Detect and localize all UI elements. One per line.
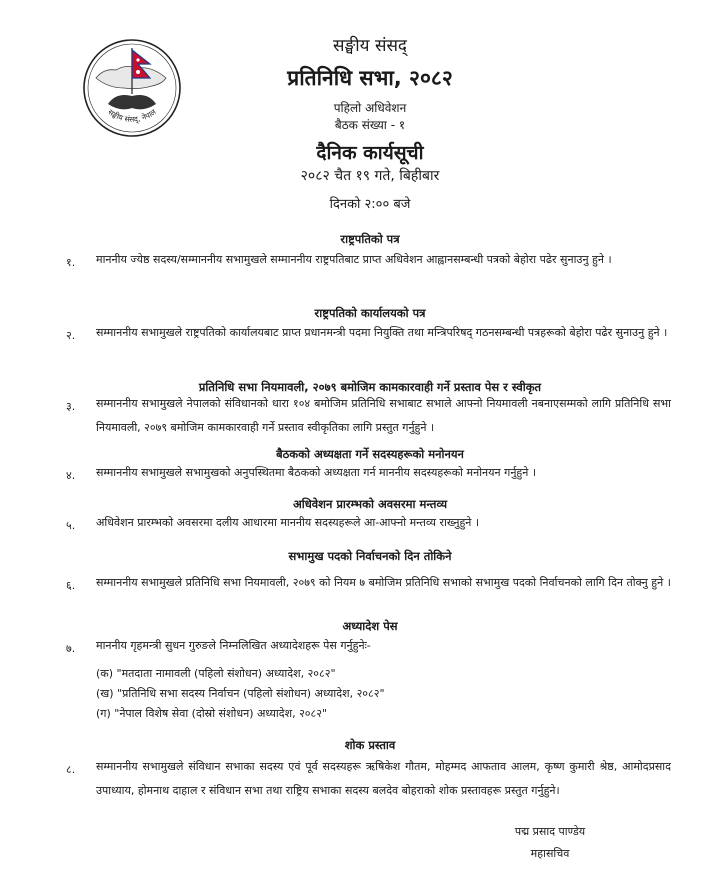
meeting-date: २०८२ चैत १९ गते, बिहीबार	[300, 168, 440, 184]
agenda-text: सम्माननीय सभामुखले राष्ट्रपतिको कार्यालयबाट प्राप्त प्रधानमन्त्री पदमा नियुक्ति तथा मन्त्रिपरिषद् गठनसम्बन्धी पत्रहरूको बेहोरा पढेर सुनाउनु हुने ।	[96, 326, 668, 339]
emblem-caption: सङ्घीय संसद्, नेपाल	[106, 107, 158, 124]
flag-sun	[136, 70, 140, 74]
agenda-section-title: अधिवेशन प्रारम्भको अवसरमा मन्तव्य	[292, 497, 448, 511]
agenda-text: सम्माननीय सभामुखले सभामुखको अनुपस्थितमा बैठकको अध्यक्षता गर्न माननीय सदस्यहरूको मनोनयन गर्नुहुने ।	[96, 466, 537, 479]
parliament-name: सङ्घीय संसद्	[333, 36, 407, 56]
agenda-section-title: शोक प्रस्ताव	[344, 738, 396, 752]
signatory-name: पद्म प्रसाद पाण्डेय	[514, 825, 586, 838]
ordinance-item: (ख) "प्रतिनिधि सभा सदस्य निर्वाचन (पहिलो संशोधन) अध्यादेश, २०८२"	[96, 687, 385, 700]
agenda-text: सम्माननीय सभामुखले नेपालको संविधानको धारा १०४ बमोजिम प्रतिनिधि सभाबाट सभाले आफ्नो नियमावली नबनाएसम्मको लागि प्रतिनिधि सभा नियमावली, २०७९ बमोजिम कामकारवाही गर्ने प्रस्ताव स्वीकृतिका लागि प्रस्तुत गर्नुहुने ।	[96, 397, 671, 434]
ordinance-item: (क) "मतदाता नामावली (पहिलो संशोधन) अध्यादेश, २०८२"	[96, 667, 336, 680]
house-name: प्रतिनिधि सभा, २०८२	[287, 66, 453, 90]
meeting-time: दिनको २:०० बजे	[329, 197, 411, 212]
agenda-section-title: सभामुख पदको निर्वाचनको दिन तोकिने	[288, 549, 452, 563]
agenda-number: २.	[66, 329, 76, 342]
page-title: दैनिक कार्यसूची	[316, 142, 424, 164]
agenda-number: ७.	[66, 642, 76, 655]
ordinance-item: (ग) "नेपाल विशेष सेवा (दोस्रो संशोधन) अध्यादेश, २०८२"	[96, 707, 328, 720]
agenda-text: सम्माननीय सभामुखले प्रतिनिधि सभा नियमावली, २०७९ को नियम ७ बमोजिम प्रतिनिधि सभाको सभामुख पदको निर्वाचनको लागि दिन तोक्नु हुने ।	[96, 576, 671, 589]
agenda-number: १.	[66, 256, 76, 269]
meeting-number: बैठक संख्या - १	[334, 118, 406, 132]
agenda-text: सम्माननीय सभामुखले संविधान सभाका सदस्य एवं पूर्व सदस्यहरू ऋषिकेश गौतम, मोहम्मद आफताव आलम, कृष्ण कुमारी श्रेष्ठ, आमोदप्रसाद उपाध्याय, होमनाथ दाहाल र संविधान सभा तथा राष्ट्रिय सभाका सदस्य बलदेव बोहराको शोक प्रस्तावहरू प्रस्तुत गर्नुहुने।	[96, 760, 671, 797]
agenda-number: ६.	[66, 579, 76, 592]
agenda-number: ५.	[66, 519, 76, 532]
agenda-section-title: अध्यादेश पेस	[342, 619, 398, 633]
agenda-text: अधिवेशन प्रारम्भको अवसरमा दलीय आधारमा माननीय सदस्यहरूले आ-आफ्नो मन्तव्य राख्नुहुने ।	[96, 516, 480, 529]
agenda-section-title: राष्ट्रपतिको पत्र	[340, 232, 400, 246]
session-label: पहिलो अधिवेशन	[333, 101, 407, 115]
hands-icon	[108, 95, 156, 109]
signatory-designation: महासचिव	[530, 847, 570, 860]
agenda-section-title: बैठकको अध्यक्षता गर्ने सदस्यहरूको मनोनयन	[276, 447, 464, 461]
agenda-text: माननीय ज्येष्ठ सदस्य/सम्माननीय सभामुखले सम्माननीय राष्ट्रपतिबाट प्राप्त अधिवेशन आह्वानसम्बन्धी पत्रको बेहोरा पढेर सुनाउनु हुने ।	[96, 253, 612, 266]
agenda-number: ४.	[66, 469, 76, 482]
agenda-section-title: राष्ट्रपतिको कार्यालयको पत्र	[314, 306, 426, 320]
flag-moon	[136, 58, 139, 61]
agenda-number: ८.	[66, 763, 76, 776]
nepal-map-icon	[96, 66, 166, 88]
agenda-text: माननीय गृहमन्त्री सुधन गुरुङले निम्नलिखित अध्यादेशहरू पेस गर्नुहुनेः-	[96, 639, 371, 652]
parliament-emblem	[82, 38, 182, 138]
agenda-section-title: प्रतिनिधि सभा नियमावली, २०७९ बमोजिम कामकारवाही गर्ने प्रस्ताव पेस र स्वीकृत	[198, 380, 542, 394]
agenda-number: ३.	[66, 400, 76, 413]
